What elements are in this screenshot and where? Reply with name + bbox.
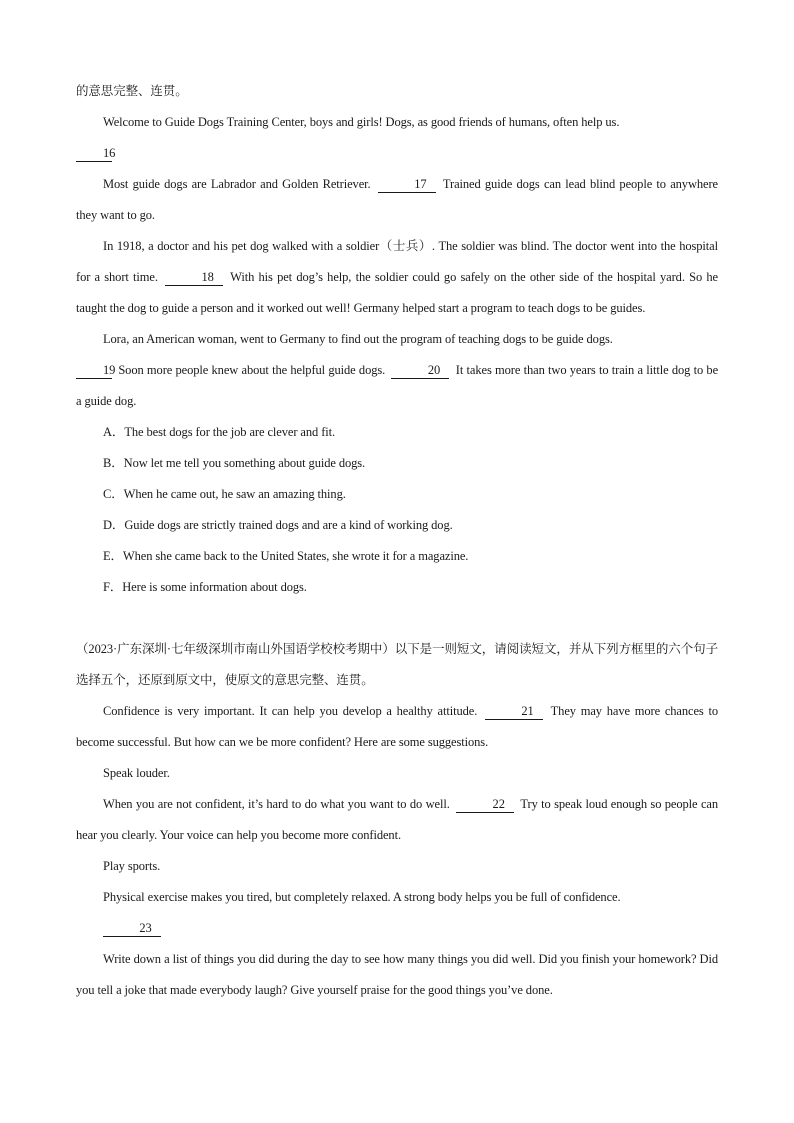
options-list [76,417,718,603]
passage1-p1-text: Welcome to Guide Dogs Training Center, boys and girls! Dogs, as good friends of humans, often help us. [103,115,620,129]
blank-19[interactable]: 19 [76,363,112,379]
blank-18[interactable]: 18 [165,270,223,286]
passage2-paragraph-1 [76,696,718,758]
passage1-paragraph-2 [76,169,718,231]
blank-20[interactable]: 20 [391,363,449,379]
passage1-p2-text-b: Trained guide dogs can lead blind people to anywhere they want to go. [76,177,718,222]
intro-tail: 的意思完整、连贯。 [76,84,188,98]
passage1-paragraph-3 [76,231,718,324]
option-b: B．Now let me tell you something about guide dogs. [103,456,366,470]
option-e: E．When she came back to the United States, she wrote it for a magazine. [103,549,469,563]
passage1-p4-text-c: It takes more than two years to train a little dog to be a guide dog. [76,363,719,408]
passage2-p1-text-b: They may have more chances to become successful. But how can we be more confident? Here are some suggestions. [76,704,718,749]
heading-speak-louder: Speak louder. [103,766,170,780]
passage1-p2-text-a: Most guide dogs are Labrador and Golden Retriever. [103,177,371,191]
passage1-p3-text-a: In 1918, a doctor and his pet dog walked with a soldier（士兵）. The soldier was blind. The doctor went into the hospital for a short time. [76,239,718,284]
blank-21[interactable]: 21 [485,704,543,720]
passage2-blank-23-line [76,913,718,944]
document-page [76,76,718,1006]
passage2-paragraph-3: Physical exercise makes you tired, but completely relaxed. A strong body helps you be full of confidence. [103,890,621,904]
passage1-paragraph-1 [76,107,718,169]
passage1-p4-text-b: Soon more people knew about the helpful guide dogs. [118,363,386,377]
passage1-p4-text-a: Lora, an American woman, went to Germany to find out the program of teaching dogs to be guide dogs. [103,332,613,346]
blank-22[interactable]: 22 [456,797,514,813]
passage1-paragraph-4 [76,324,718,417]
passage2-source-intro: （2023·广东深圳·七年级深圳市南山外国语学校校考期中）以下是一则短文，请阅读短文，并从下列方框里的六个句子选择五个，还原到原文中，使原文的意思完整、连贯。 [76,642,718,687]
option-f: F．Here is some information about dogs. [103,580,307,594]
passage2-paragraph-2 [76,789,718,851]
passage2-paragraph-4: Write down a list of things you did during the day to see how many things you did well. Did you finish your homework? Did you tell a joke that made everybody laugh? Give yourself praise for the good things you’ve done. [76,952,718,997]
option-c: C．When he came out, he saw an amazing thing. [103,487,346,501]
section-gap [76,603,718,634]
passage1-p3-text-b: With his pet dog’s help, the soldier could go safely on the other side of the hospital yard. So he taught the dog to guide a person and it worked out well! Germany helped start a program to teach dogs to be guides. [76,270,718,315]
passage2-p2-text-a: When you are not confident, it’s hard to do what you want to do well. [103,797,450,811]
blank-16[interactable]: 16 [76,146,112,162]
blank-23[interactable]: 23 [103,921,161,937]
option-a: A．The best dogs for the job are clever and fit. [103,425,336,439]
passage2-p1-text-a: Confidence is very important. It can help you develop a healthy attitude. [103,704,478,718]
option-d: D．Guide dogs are strictly trained dogs and are a kind of working dog. [103,518,453,532]
heading-play-sports: Play sports. [103,859,161,873]
passage2-p2-text-b: Try to speak loud enough so people can hear you clearly. Your voice can help you become more confident. [76,797,718,842]
blank-17[interactable]: 17 [378,177,436,193]
